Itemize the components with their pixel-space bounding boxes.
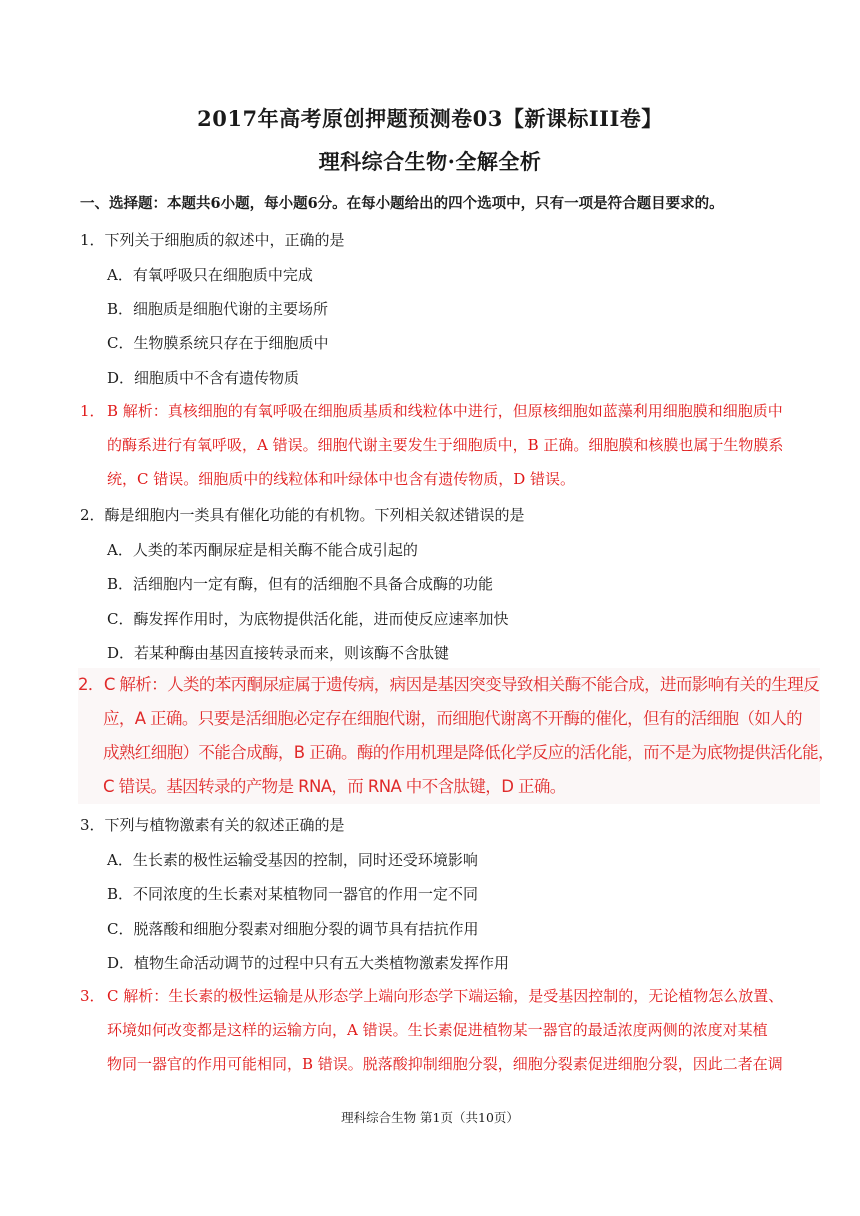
- answer-number: 1．: [80, 402, 105, 420]
- question-1-option-a: A．有氧呼吸只在细胞质中完成: [107, 266, 313, 284]
- exam-title: 2017年高考原创押题预测卷03【新课标III卷】: [197, 106, 663, 131]
- question-2-answer: [78, 668, 834, 804]
- question-2-stem: 2．酶是细胞内一类具有催化功能的有机物。下列相关叙述错误的是: [80, 506, 525, 524]
- section-heading: 一、选择题：本题共6小题，每小题6分。在每小题给出的四个选项中，只有一项是符合题目要求的。: [80, 195, 724, 212]
- question-3-answer: [80, 979, 792, 1081]
- answer-line: 统，C 错误。细胞质中的线粒体和叶绿体中也含有遗传物质，D 错误。: [107, 470, 576, 488]
- question-2-option-a: A．人类的苯丙酮尿症是相关酶不能合成引起的: [107, 541, 418, 559]
- question-1-option-c: C．生物膜系统只存在于细胞质中: [107, 334, 329, 352]
- question-3-option-c: C．脱落酸和细胞分裂素对细胞分裂的调节具有拮抗作用: [107, 920, 479, 938]
- exam-subtitle: 理科综合生物·全解全析: [318, 149, 542, 174]
- question-3-option-b: B．不同浓度的生长素对某植物同一器官的作用一定不同: [107, 885, 479, 903]
- question-2-option-d: D．若某种酶由基因直接转录而来，则该酶不含肽键: [107, 644, 450, 662]
- answer-line: 的酶系进行有氧呼吸，A 错误。细胞代谢主要发生于细胞质中，B 正确。细胞膜和核膜也属于生物膜系: [107, 436, 784, 454]
- answer-number: 2．: [78, 675, 104, 694]
- question-1-option-d: D．细胞质中不含有遗传物质: [107, 369, 300, 387]
- answer-line: C 错误。基因转录的产物是 RNA，而 RNA 中不含肽键，D 正确。: [103, 777, 566, 796]
- answer-line: C 解析：人类的苯丙酮尿症属于遗传病，病因是基因突变导致相关酶不能合成，进而影响有关的生理反: [103, 675, 819, 694]
- answer-line: 物同一器官的作用可能相同，B 错误。脱落酸抑制细胞分裂，细胞分裂素促进细胞分裂，因此二者在调: [107, 1055, 783, 1073]
- question-2-option-c: C．酶发挥作用时，为底物提供活化能，进而使反应速率加快: [107, 610, 509, 628]
- answer-line: 应，A 正确。只要是活细胞必定存在细胞代谢，而细胞代谢离不开酶的催化，但有的活细胞（如人的: [103, 709, 803, 728]
- answer-number: 3．: [80, 987, 105, 1005]
- question-3-option-d: D．植物生命活动调节的过程中只有五大类植物激素发挥作用: [107, 954, 510, 972]
- question-1-answer: [80, 394, 792, 496]
- question-3-option-a: A．生长素的极性运输受基因的控制，同时还受环境影响: [107, 851, 478, 869]
- page-footer: 理科综合生物 第1页（共10页）: [341, 1110, 519, 1125]
- answer-line: B 解析：真核细胞的有氧呼吸在细胞质基质和线粒体中进行，但原核细胞如蓝藻利用细胞膜和细胞质中: [107, 402, 783, 420]
- answer-line: 环境如何改变都是这样的运输方向，A 错误。生长素促进植物某一器官的最适浓度两侧的浓度对某植: [107, 1021, 768, 1039]
- question-2-option-b: B．活细胞内一定有酶，但有的活细胞不具备合成酶的功能: [107, 575, 494, 593]
- answer-line: 成熟红细胞）不能合成酶，B 正确。酶的作用机理是降低化学反应的活化能，而不是为底物提供活化能，: [103, 743, 834, 762]
- question-1-option-b: B．细胞质是细胞代谢的主要场所: [107, 300, 329, 318]
- question-1-stem: 1．下列关于细胞质的叙述中，正确的是: [80, 231, 345, 249]
- answer-line: C 解析：生长素的极性运输是从形态学上端向形态学下端运输，是受基因控制的，无论植物怎么放置、: [107, 987, 784, 1005]
- question-3-stem: 3．下列与植物激素有关的叙述正确的是: [80, 816, 345, 834]
